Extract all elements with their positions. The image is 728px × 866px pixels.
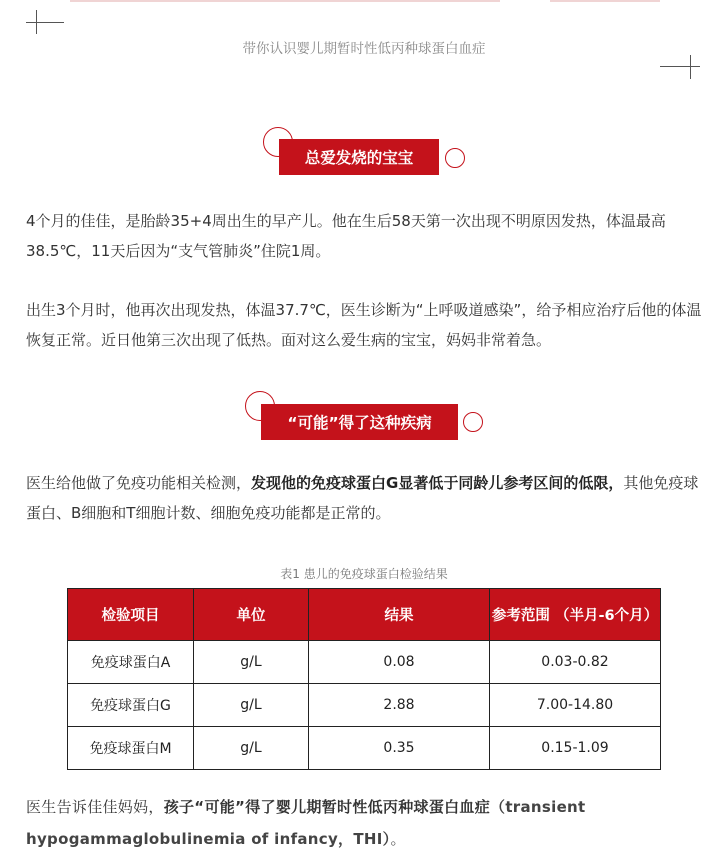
table-cell: 免疫球蛋白A [68, 641, 194, 684]
top-bar-right [550, 0, 660, 2]
paragraph-2: 出生3个月时，他再次出现发热，体温37.7℃，医生诊断为“上呼吸道感染”，给予相应治疗后他的体温恢复正常。近日他第三次出现了低热。面对这么爱生病的宝宝，妈妈非常着急。 [26, 301, 702, 349]
table-cell: 0.15-1.09 [490, 727, 661, 770]
top-bar-left [70, 0, 500, 2]
table-header-cell: 检验项目 [68, 589, 194, 641]
table-cell: 0.03-0.82 [490, 641, 661, 684]
table-cell: g/L [194, 684, 309, 727]
paragraph-1: 4个月的佳佳，是胎龄35+4周出生的早产儿。他在生后58天第一次出现不明原因发热，体温最高38.5℃，11天后因为“支气管肺炎”住院1周。 [26, 212, 666, 260]
table-cell: 0.08 [309, 641, 490, 684]
table-caption: 表1 患儿的免疫球蛋白检验结果 [280, 567, 448, 581]
table-header-cell: 结果 [309, 589, 490, 641]
paragraph-3: 医生给他做了免疫功能相关检测，发现他的免疫球蛋白G显著低于同龄儿参考区间的低限，其他免疫球蛋白、B细胞和T细胞计数、细胞免疫功能都是正常的。 [26, 474, 699, 522]
section-heading-2: “可能”得了这种疾病 [261, 404, 458, 440]
table-cell: 2.88 [309, 684, 490, 727]
table-row [68, 727, 661, 770]
table-cell: 免疫球蛋白G [68, 684, 194, 727]
table-cell: 免疫球蛋白M [68, 727, 194, 770]
table-header-row [68, 589, 661, 641]
table-cell: 0.35 [309, 727, 490, 770]
heading-ring-right [445, 148, 465, 168]
table-header-cell: 参考范围 （半月-6个月） [490, 589, 661, 641]
table-row [68, 684, 661, 727]
table-cell: g/L [194, 727, 309, 770]
paragraph-final: 医生告诉佳佳妈妈，孩子“可能”得了婴儿期暂时性低丙种球蛋白血症（transient hypogammaglobulinemia of infancy，THI）。 [26, 798, 586, 848]
heading-ring-right [463, 412, 483, 432]
article-subtitle: 带你认识婴儿期暂时性低丙种球蛋白血症 [242, 41, 486, 57]
table-header-cell: 单位 [194, 589, 309, 641]
section-heading-1: 总爱发烧的宝宝 [279, 139, 439, 175]
table-cell: g/L [194, 641, 309, 684]
table-cell: 7.00-14.80 [490, 684, 661, 727]
table-row [68, 641, 661, 684]
immunoglobulin-table [67, 588, 661, 770]
